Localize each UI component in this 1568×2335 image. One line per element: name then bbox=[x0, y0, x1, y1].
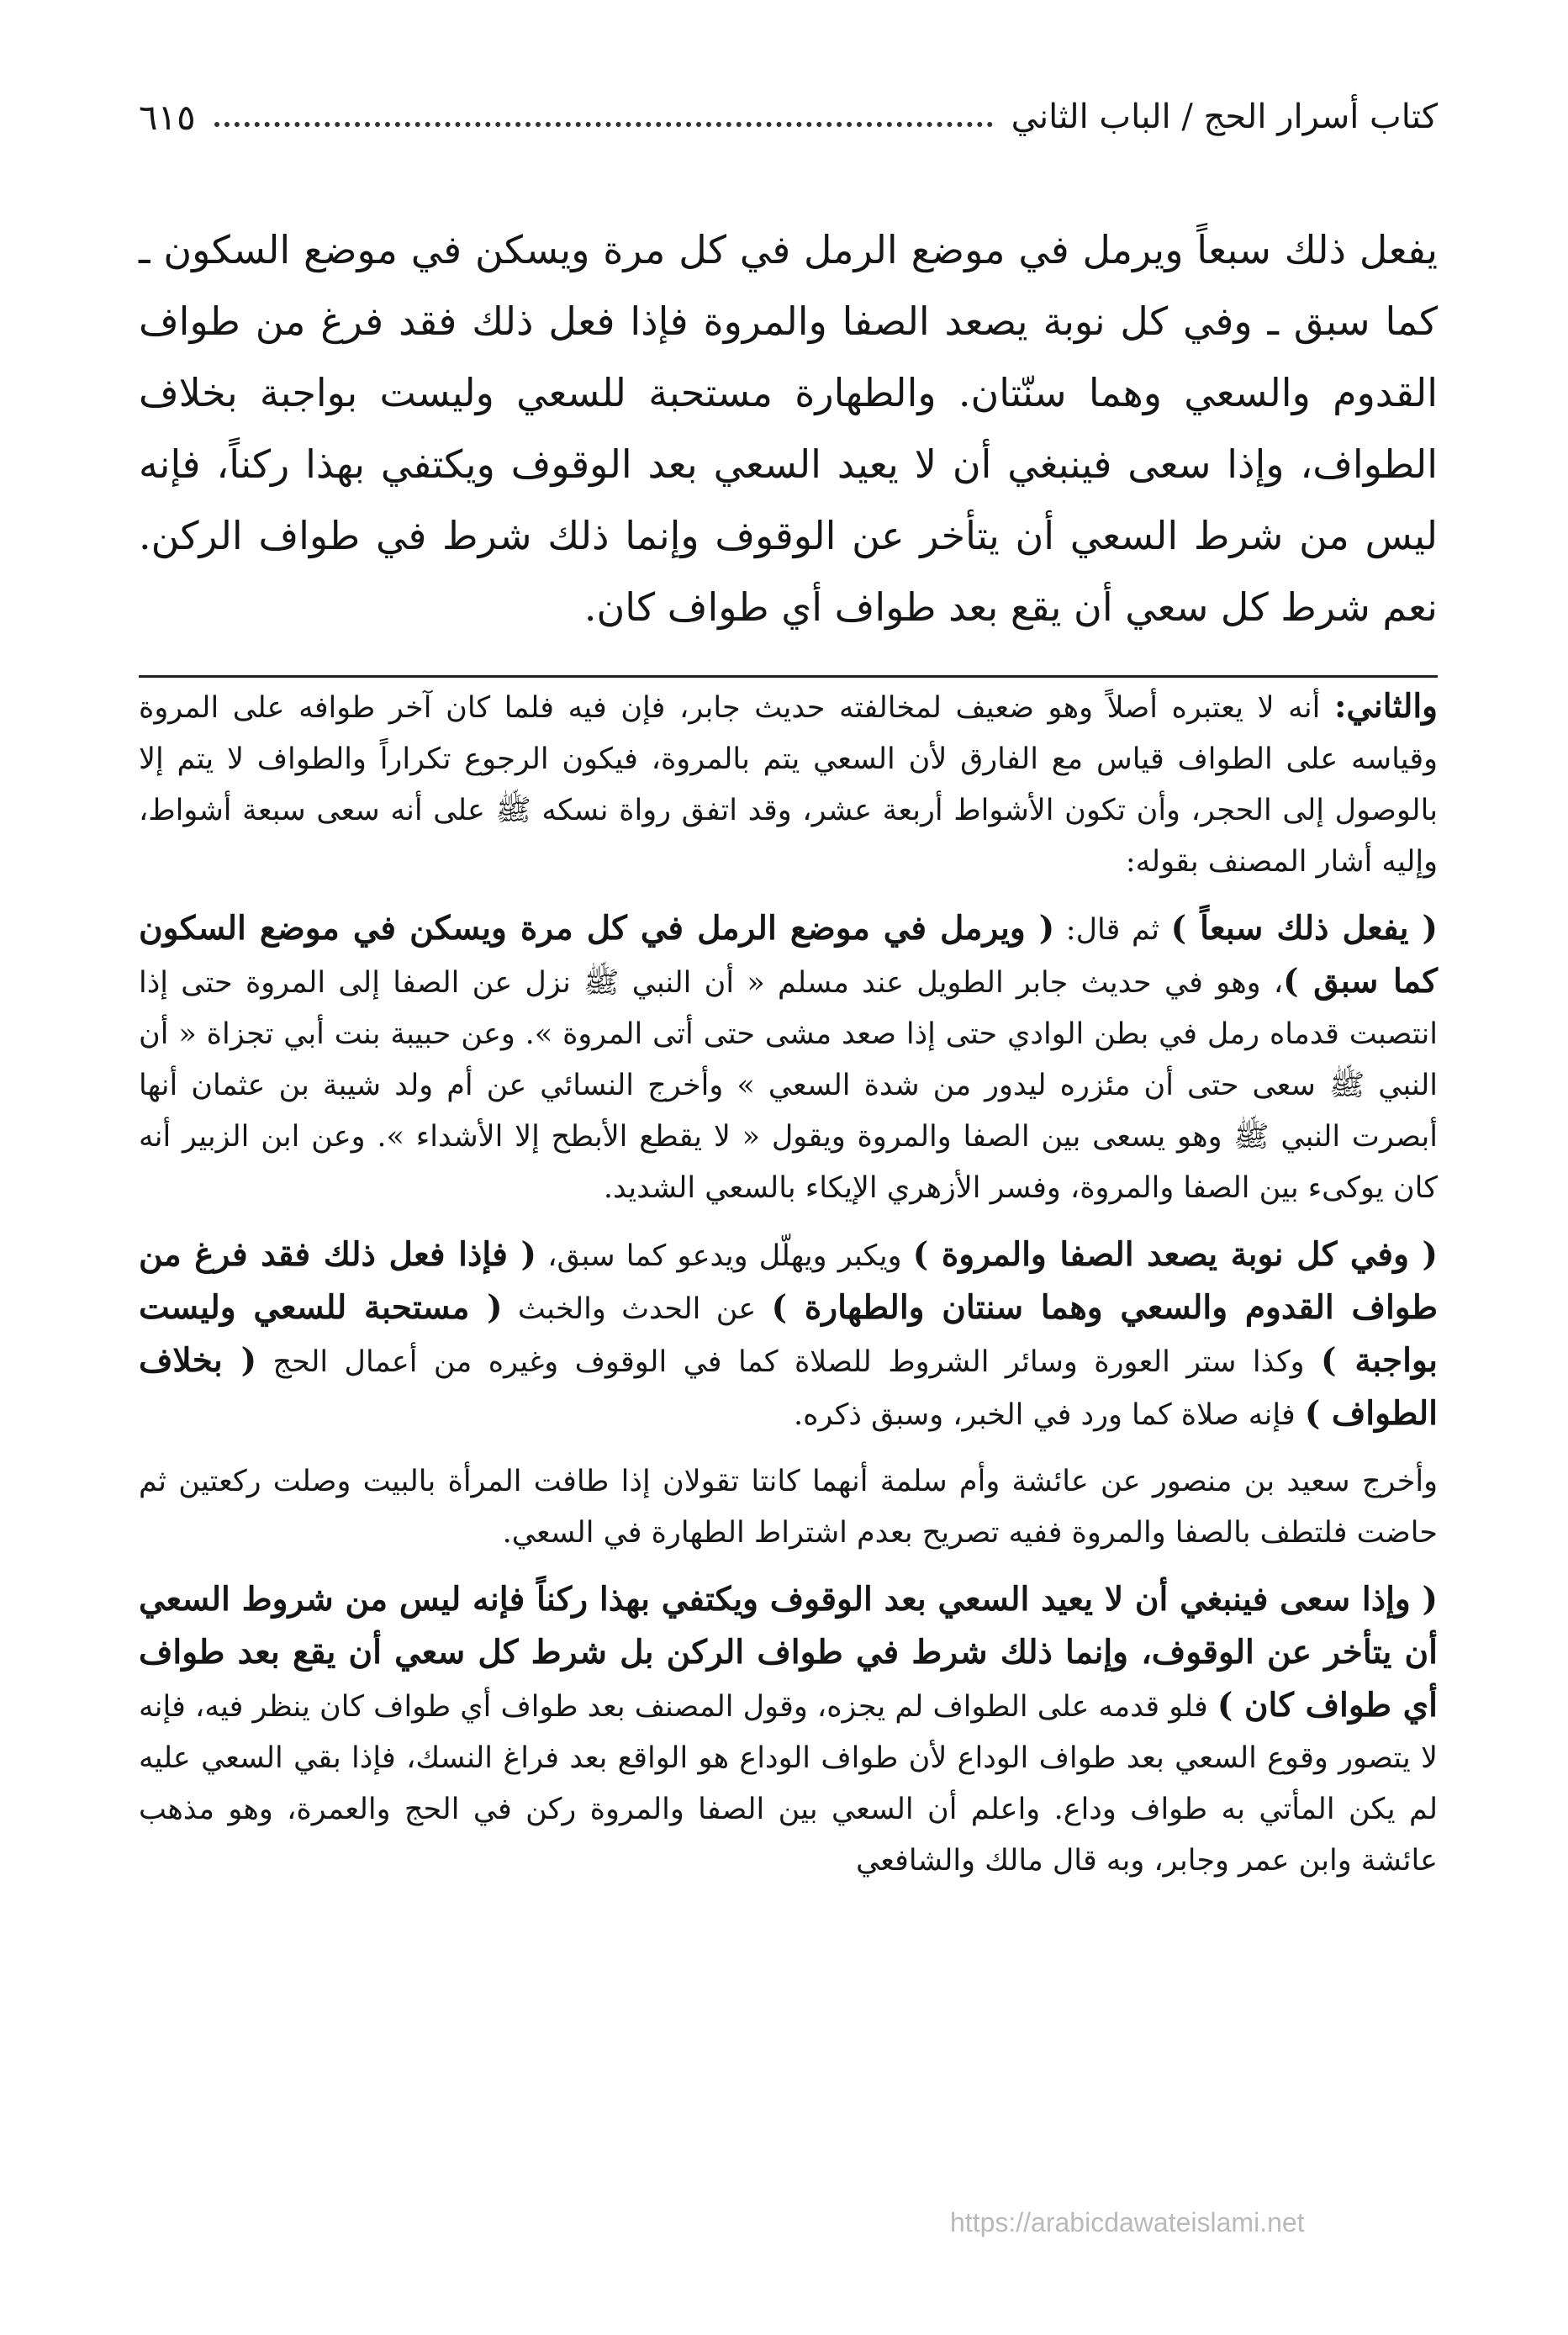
commentary-paragraph-2 bbox=[139, 903, 1438, 1214]
commentary-text: ثم قال: bbox=[1054, 913, 1171, 947]
quoted-matn: ( بخلاف الطواف ) bbox=[139, 1341, 1438, 1433]
footnote-divider bbox=[139, 675, 1438, 678]
quoted-matn: ( ويرمل في موضع الرمل في كل مرة ويسكن في موضع السكون كما سبق ) bbox=[139, 909, 1438, 1001]
running-title: كتاب أسرار الحج / الباب الثاني bbox=[1011, 98, 1438, 136]
commentary-text: ، وهو في حديث جابر الطويل عند مسلم « أن النبي ﷺ نزل عن الصفا إلى المروة حتى إذا انتصبت قدماه رمل في بطن الوادي حتى إذا صعد مشى حتى أتى المروة ». وعن حبيبة بنت أبي تجزاة « أن النبي ﷺ سعى حتى أن مئزره ليدور من شدة السعي » وأخرج النسائي عن أم ولد شيبة بن عثمان أنها أبصرت النبي ﷺ وهو يسعى بين الصفا والمروة ويقول « لا يقطع الأبطح إلا الأشداء ». وعن ابن الزبير أنه كان يوكىء بين الصفا والمروة، وفسر الأزهري الإيكاء بالسعي الشديد. bbox=[139, 966, 1438, 1205]
commentary-paragraph-5 bbox=[139, 1574, 1438, 1887]
main-paragraph: يفعل ذلك سبعاً ويرمل في موضع الرمل في كل مرة ويسكن في موضع السكون ـ كما سبق ـ وفي كل نوبة يصعد الصفا والمروة فإذا فعل ذلك فقد فرغ من طواف القدوم والسعي وهما سنّتان. والطهارة مستحبة للسعي وليست بواجبة بخلاف الطواف، وإذا سعى فينبغي أن لا يعيد السعي بعد الوقوف ويكتفي بهذا ركناً، فإنه ليس من شرط السعي أن يتأخر عن الوقوف وإنما ذلك شرط في طواف الركن. نعم شرط كل سعي أن يقع بعد طواف أي طواف كان. bbox=[139, 227, 1438, 630]
commentary-text: فإنه صلاة كما ورد في الخبر، وسبق ذكره. bbox=[793, 1398, 1305, 1432]
running-header bbox=[139, 87, 1438, 146]
watermark-url: https://arabicdawateislami.net bbox=[950, 2207, 1305, 2237]
commentary-text: ويكبر ويهلّل ويدعو كما سبق، bbox=[536, 1239, 913, 1273]
commentary-text: أنه لا يعتبره أصلاً وهو ضعيف لمخالفته حديث جابر، فإن فيه فلما كان آخر طوافه على المروة وقياسه على الطواف قياس مع الفارق لأن السعي يتم بالمروة، فيكون الرجوع تكراراً والطواف لا يتم إلا بالوصول إلى الحجر، وأن تكون الأشواط أربعة عشر، وقد اتفق رواة نسكه ﷺ على أنه سعى سبعة أشواط، وإليه أشار المصنف بقوله: bbox=[139, 691, 1438, 879]
quoted-matn: ( وفي كل نوبة يصعد الصفا والمروة ) bbox=[912, 1235, 1438, 1274]
commentary-text: وكذا ستر العورة وسائر الشروط للصلاة كما في الوقوف وغيره من أعمال الحج bbox=[256, 1345, 1322, 1379]
commentary-paragraph-1 bbox=[139, 681, 1438, 888]
quoted-matn: ( فإذا فعل ذلك فقد فرغ من طواف القدوم والسعي وهما سنتان والطهارة ) bbox=[139, 1235, 1438, 1327]
page-number: ٦١٥ bbox=[139, 96, 196, 138]
commentary-paragraph-3 bbox=[139, 1229, 1438, 1441]
quoted-matn: ( وإذا سعى فينبغي أن لا يعيد السعي بعد الوقوف ويكتفي بهذا ركناً فإنه ليس من شروط السعي أن يتأخر عن الوقوف، وإنما ذلك شرط في طواف الركن بل شرط كل سعي أن يقع بعد طواف أي طواف كان ) bbox=[139, 1580, 1438, 1725]
commentary-paragraph-4: وأخرج سعيد بن منصور عن عائشة وأم سلمة أنهما كانتا تقولان إذا طافت المرأة بالبيت وصلت ركعتين ثم حاضت فلتطف بالصفا والمروة ففيه تصريح بعدم اشتراط الطهارة في السعي. bbox=[139, 1465, 1438, 1550]
header-dot-leader bbox=[214, 107, 993, 127]
commentary-text: عن الحدث والخبث bbox=[502, 1292, 772, 1326]
main-text-block bbox=[139, 214, 1438, 643]
commentary-text: فلو قدمه على الطواف لم يجزه، وقول المصنف بعد طواف أي طواف كان ينظر فيه، فإنه لا يتصور وقوع السعي بعد طواف الوداع لأن طواف الوداع هو الواقع بعد فراغ النسك، فإذا بقي السعي عليه لم يكن المأتي به طواف وداع. واعلم أن السعي بين الصفا والمروة ركن في الحج والعمرة، وهو مذهب عائشة وابن عمر وجابر، وبه قال مالك والشافعي bbox=[139, 1690, 1438, 1878]
quoted-matn: ( يفعل ذلك سبعاً ) bbox=[1170, 909, 1438, 948]
quoted-matn: ( مستحبة للسعي وليست بواجبة ) bbox=[139, 1288, 1439, 1380]
commentary-block bbox=[139, 681, 1438, 1895]
commentary-lead: والثاني: bbox=[1334, 687, 1438, 726]
